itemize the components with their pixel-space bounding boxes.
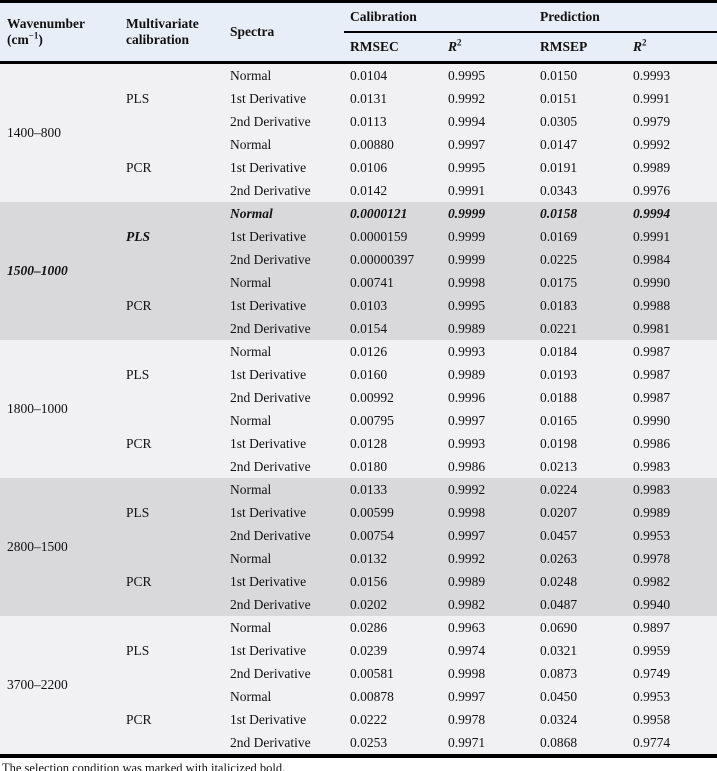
cell-r2-prediction: 0.9940 — [627, 593, 717, 616]
cell-rmsep: 0.0450 — [534, 685, 627, 708]
cell-rmsec: 0.0106 — [344, 156, 442, 179]
cell-r2-prediction: 0.9749 — [627, 662, 717, 685]
cell-rmsec: 0.0180 — [344, 455, 442, 478]
cell-r2-prediction: 0.9990 — [627, 271, 717, 294]
cell-spectra: 2nd Derivative — [224, 662, 344, 685]
cell-r2-prediction: 0.9953 — [627, 524, 717, 547]
cell-r2-prediction: 0.9983 — [627, 478, 717, 501]
cell-r2-calibration: 0.9986 — [442, 455, 534, 478]
cell-spectra: 2nd Derivative — [224, 179, 344, 202]
cell-spectra: Normal — [224, 409, 344, 432]
cell-rmsep: 0.0147 — [534, 133, 627, 156]
table-body — [0, 63, 717, 757]
cell-rmsec: 0.0222 — [344, 708, 442, 731]
cell-spectra: Normal — [224, 63, 344, 88]
cell-r2-calibration: 0.9989 — [442, 570, 534, 593]
cell-rmsep: 0.0248 — [534, 570, 627, 593]
cell-rmsec: 0.00878 — [344, 685, 442, 708]
cell-r2-calibration: 0.9994 — [442, 110, 534, 133]
cell-r2-calibration: 0.9995 — [442, 294, 534, 317]
cell-rmsec: 0.0142 — [344, 179, 442, 202]
cell-r2-calibration: 0.9997 — [442, 409, 534, 432]
cell-r2-calibration: 0.9992 — [442, 547, 534, 570]
cell-rmsec: 0.0156 — [344, 570, 442, 593]
cell-wavenumber-range: 1500–1000 — [0, 202, 120, 340]
r2-superscript: 2 — [457, 37, 462, 48]
cell-rmsec: 0.0160 — [344, 363, 442, 386]
cell-r2-calibration: 0.9978 — [442, 708, 534, 731]
cell-spectra: 1st Derivative — [224, 363, 344, 386]
cell-rmsec: 0.0113 — [344, 110, 442, 133]
column-group-prediction: Prediction — [534, 2, 717, 33]
cell-spectra: 2nd Derivative — [224, 593, 344, 616]
cell-rmsec: 0.00581 — [344, 662, 442, 685]
cell-rmsec: 0.0202 — [344, 593, 442, 616]
cell-rmsep: 0.0225 — [534, 248, 627, 271]
column-header-rmsep: RMSEP — [534, 32, 627, 63]
cell-rmsec: 0.00992 — [344, 386, 442, 409]
cell-spectra: 2nd Derivative — [224, 317, 344, 340]
cell-rmsep: 0.0224 — [534, 478, 627, 501]
cell-rmsep: 0.0198 — [534, 432, 627, 455]
cell-r2-prediction: 0.9978 — [627, 547, 717, 570]
cell-rmsep: 0.0165 — [534, 409, 627, 432]
cell-rmsec: 0.00599 — [344, 501, 442, 524]
cell-r2-calibration: 0.9995 — [442, 156, 534, 179]
cell-rmsec: 0.00000397 — [344, 248, 442, 271]
column-header-wavenumber — [0, 2, 120, 63]
cell-spectra: 1st Derivative — [224, 156, 344, 179]
cell-r2-prediction: 0.9988 — [627, 294, 717, 317]
cell-rmsec: 0.0253 — [344, 731, 442, 756]
cell-r2-prediction: 0.9987 — [627, 386, 717, 409]
cell-rmsep: 0.0151 — [534, 87, 627, 110]
cell-spectra: Normal — [224, 478, 344, 501]
column-header-spectra: Spectra — [224, 2, 344, 63]
cell-rmsec: 0.0131 — [344, 87, 442, 110]
cell-r2-prediction: 0.9953 — [627, 685, 717, 708]
table-row — [0, 478, 717, 501]
cell-rmsec: 0.00741 — [344, 271, 442, 294]
wavenumber-label: Wavenumber — [7, 16, 86, 32]
cell-method: PLS — [120, 478, 224, 547]
cell-r2-calibration: 0.9971 — [442, 731, 534, 756]
cell-r2-prediction: 0.9979 — [627, 110, 717, 133]
table-row — [0, 340, 717, 363]
cell-spectra: 2nd Derivative — [224, 386, 344, 409]
cell-r2-prediction: 0.9987 — [627, 340, 717, 363]
cell-r2-calibration: 0.9992 — [442, 478, 534, 501]
cell-r2-calibration: 0.9989 — [442, 363, 534, 386]
cell-rmsep: 0.0868 — [534, 731, 627, 756]
cell-rmsec: 0.0000121 — [344, 202, 442, 225]
cell-spectra: 2nd Derivative — [224, 110, 344, 133]
cell-rmsec: 0.0126 — [344, 340, 442, 363]
table-row — [0, 616, 717, 639]
cell-r2-prediction: 0.9989 — [627, 501, 717, 524]
column-header-r2-calibration — [442, 32, 534, 63]
cell-r2-calibration: 0.9997 — [442, 133, 534, 156]
cell-r2-calibration: 0.9999 — [442, 225, 534, 248]
cell-r2-calibration: 0.9974 — [442, 639, 534, 662]
multivariate-label-line2: calibration — [126, 32, 189, 47]
cell-wavenumber-range: 1400–800 — [0, 63, 120, 203]
cell-spectra: 1st Derivative — [224, 570, 344, 593]
cell-wavenumber-range: 1800–1000 — [0, 340, 120, 478]
cell-spectra: 2nd Derivative — [224, 248, 344, 271]
r2-superscript: 2 — [642, 37, 647, 48]
cell-r2-prediction: 0.9990 — [627, 409, 717, 432]
cell-rmsep: 0.0305 — [534, 110, 627, 133]
cell-r2-prediction: 0.9986 — [627, 432, 717, 455]
cell-rmsep: 0.0690 — [534, 616, 627, 639]
cell-rmsec: 0.00795 — [344, 409, 442, 432]
cell-r2-calibration: 0.9998 — [442, 662, 534, 685]
cell-wavenumber-range: 2800–1500 — [0, 478, 120, 616]
cell-rmsep: 0.0457 — [534, 524, 627, 547]
cell-spectra: 1st Derivative — [224, 639, 344, 662]
table-header — [0, 2, 717, 63]
cell-rmsep: 0.0873 — [534, 662, 627, 685]
cell-spectra: 1st Derivative — [224, 225, 344, 248]
cell-spectra: Normal — [224, 616, 344, 639]
cell-rmsep: 0.0150 — [534, 63, 627, 88]
cell-r2-prediction: 0.9897 — [627, 616, 717, 639]
column-group-calibration: Calibration — [344, 2, 534, 33]
cell-rmsep: 0.0191 — [534, 156, 627, 179]
cell-r2-calibration: 0.9963 — [442, 616, 534, 639]
cell-r2-calibration: 0.9995 — [442, 63, 534, 88]
cell-rmsec: 0.0104 — [344, 63, 442, 88]
cell-r2-prediction: 0.9959 — [627, 639, 717, 662]
cell-r2-prediction: 0.9774 — [627, 731, 717, 756]
cell-r2-calibration: 0.9998 — [442, 501, 534, 524]
cell-r2-prediction: 0.9958 — [627, 708, 717, 731]
cell-rmsep: 0.0343 — [534, 179, 627, 202]
cell-r2-calibration: 0.9997 — [442, 524, 534, 547]
cell-r2-prediction: 0.9987 — [627, 363, 717, 386]
wavenumber-sup: −1 — [28, 30, 39, 41]
cell-spectra: Normal — [224, 133, 344, 156]
cell-rmsep: 0.0169 — [534, 225, 627, 248]
cell-rmsec: 0.0128 — [344, 432, 442, 455]
cell-rmsec: 0.0000159 — [344, 225, 442, 248]
cell-rmsep: 0.0158 — [534, 202, 627, 225]
cell-rmsec: 0.0239 — [344, 639, 442, 662]
cell-r2-calibration: 0.9999 — [442, 248, 534, 271]
r2-italic-label: R — [633, 39, 643, 55]
cell-r2-prediction: 0.9989 — [627, 156, 717, 179]
cell-rmsep: 0.0324 — [534, 708, 627, 731]
cell-r2-prediction: 0.9983 — [627, 455, 717, 478]
cell-rmsec: 0.0133 — [344, 478, 442, 501]
cell-rmsec: 0.00880 — [344, 133, 442, 156]
cell-spectra: Normal — [224, 547, 344, 570]
cell-method: PCR — [120, 133, 224, 202]
cell-rmsec: 0.00754 — [344, 524, 442, 547]
multivariate-label-line1: Multivariate — [126, 16, 199, 32]
cell-spectra: Normal — [224, 202, 344, 225]
cell-rmsec: 0.0154 — [344, 317, 442, 340]
cell-r2-calibration: 0.9993 — [442, 340, 534, 363]
cell-r2-calibration: 0.9996 — [442, 386, 534, 409]
cell-spectra: 1st Derivative — [224, 294, 344, 317]
cell-method: PLS — [120, 202, 224, 271]
cell-rmsep: 0.0188 — [534, 386, 627, 409]
cell-method: PCR — [120, 685, 224, 756]
cell-rmsep: 0.0207 — [534, 501, 627, 524]
cell-r2-prediction: 0.9991 — [627, 225, 717, 248]
cell-method: PLS — [120, 63, 224, 134]
cell-rmsep: 0.0184 — [534, 340, 627, 363]
cell-r2-calibration: 0.9999 — [442, 202, 534, 225]
cell-spectra: 2nd Derivative — [224, 524, 344, 547]
cell-rmsep: 0.0175 — [534, 271, 627, 294]
cell-method: PCR — [120, 271, 224, 340]
cell-rmsep: 0.0193 — [534, 363, 627, 386]
cell-spectra: Normal — [224, 271, 344, 294]
wavenumber-unit: $(cm^{-1})$ — [7, 30, 43, 47]
cell-rmsep: 0.0263 — [534, 547, 627, 570]
cell-spectra: 2nd Derivative — [224, 455, 344, 478]
table-row — [0, 63, 717, 88]
cell-r2-calibration: 0.9997 — [442, 685, 534, 708]
cell-rmsep: 0.0221 — [534, 317, 627, 340]
cell-method: PLS — [120, 340, 224, 409]
cell-r2-prediction: 0.9992 — [627, 133, 717, 156]
cell-r2-calibration: 0.9989 — [442, 317, 534, 340]
cell-rmsec: 0.0103 — [344, 294, 442, 317]
column-header-multivariate-calibration — [120, 2, 224, 63]
cell-spectra: 1st Derivative — [224, 501, 344, 524]
cell-rmsep: 0.0321 — [534, 639, 627, 662]
table-footnote: The selection condition was marked with italicized bold. — [0, 758, 717, 771]
cell-rmsep: 0.0487 — [534, 593, 627, 616]
column-header-r2-prediction — [627, 32, 717, 63]
cell-r2-calibration: 0.9982 — [442, 593, 534, 616]
cell-r2-prediction: 0.9981 — [627, 317, 717, 340]
cell-r2-prediction: 0.9993 — [627, 63, 717, 88]
cell-spectra: 1st Derivative — [224, 708, 344, 731]
cell-r2-prediction: 0.9982 — [627, 570, 717, 593]
cell-r2-calibration: 0.9993 — [442, 432, 534, 455]
cell-r2-calibration: 0.9992 — [442, 87, 534, 110]
cell-method: PCR — [120, 547, 224, 616]
cell-r2-calibration: 0.9991 — [442, 179, 534, 202]
cell-spectra: 2nd Derivative — [224, 731, 344, 756]
r2-italic-label: R — [448, 39, 458, 55]
cell-rmsec: 0.0132 — [344, 547, 442, 570]
cell-rmsec: 0.0286 — [344, 616, 442, 639]
cell-spectra: 1st Derivative — [224, 432, 344, 455]
cell-r2-prediction: 0.9984 — [627, 248, 717, 271]
cell-spectra: Normal — [224, 685, 344, 708]
cell-rmsep: 0.0213 — [534, 455, 627, 478]
cell-spectra: 1st Derivative — [224, 87, 344, 110]
table-row — [0, 202, 717, 225]
cell-r2-prediction: 0.9994 — [627, 202, 717, 225]
cell-r2-prediction: 0.9976 — [627, 179, 717, 202]
cell-r2-calibration: 0.9998 — [442, 271, 534, 294]
cell-wavenumber-range: 3700–2200 — [0, 616, 120, 756]
cell-spectra: Normal — [224, 340, 344, 363]
cell-method: PLS — [120, 616, 224, 685]
cell-method: PCR — [120, 409, 224, 478]
cell-r2-prediction: 0.9991 — [627, 87, 717, 110]
column-header-rmsec: RMSEC — [344, 32, 442, 63]
cell-rmsep: 0.0183 — [534, 294, 627, 317]
